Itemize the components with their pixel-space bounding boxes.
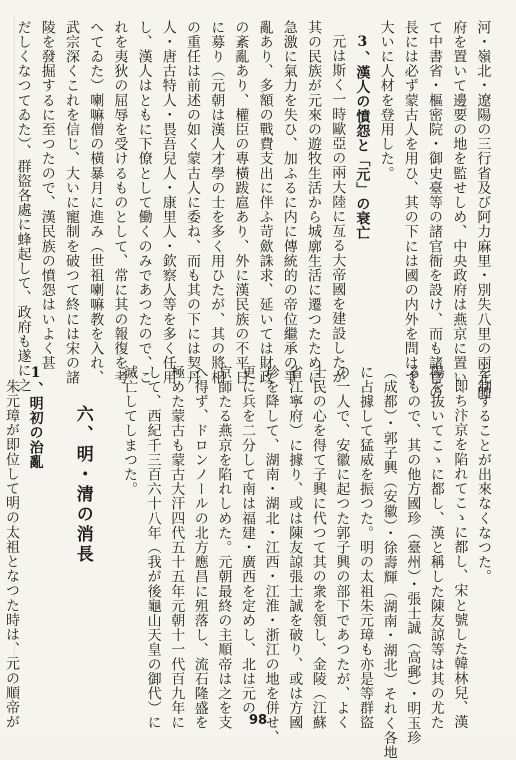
text-line: だしくなつてゐた）、群盜各處に蜂起して、政府も遂に之 bbox=[15, 20, 32, 393]
text-line: 武宗深くこれを信じ、大いに寵制を破つて終には宋の諸 bbox=[63, 20, 80, 385]
text-line: 滅亡してしまつた。 bbox=[121, 365, 138, 497]
text-line: るもので、其の他方國珍（臺州）・張士誠（高郵）・明玉珍 bbox=[405, 365, 422, 746]
text-line: 人・唐古特人・畏吾兒人・康里人・欽察人等を多く任用 bbox=[160, 20, 177, 385]
text-line: 元は斯く一時歐亞の兩大陸に亙る大帝國を建設したが bbox=[330, 34, 347, 385]
section-heading: 六、明・清の消長 bbox=[72, 405, 93, 565]
text-line: て中書省・樞密院・御史臺等の諸官衙を設け、而も諸官の bbox=[426, 20, 443, 400]
text-line: 府を置いて邊要の地を監せしめ、中央政府は燕京に置い bbox=[451, 20, 468, 385]
subsection-heading: 3、漢人の憤怨と「元」の衰亡 bbox=[354, 34, 371, 241]
text-line: に募り（元朝は漢人才學の士を多く用ひたが、其の將相 bbox=[209, 20, 226, 385]
text-line: の一人で、安徽に起つた郭子興の部下であつたが、よく bbox=[334, 365, 351, 730]
text-line: 河・嶺北・遼陽の三行省及び阿力麻里・別失八里の兩元帥 bbox=[475, 20, 492, 400]
page-number: 98 bbox=[248, 713, 268, 728]
text-line: れを夷狄の屈辱を受けるものとして、常に其の報復を考 bbox=[112, 20, 129, 385]
text-line: 士民の心を得て子興に代つて其の衆を領し、金陵（江蘇 bbox=[310, 365, 327, 730]
text-line: 亂あり、多額の戰費支出に伴ふ苛歛誅求、延いては財政 bbox=[257, 20, 274, 385]
text-line: へ得ず、ドロンノールの北方應昌に殂落し、流石隆盛を bbox=[192, 365, 209, 730]
text-line: （成都）・郭子興（安徽）・徐壽輝（湖南・湖北）それく各地 bbox=[381, 365, 398, 760]
text-line: 急激に氣力を失ひ、加ふるに内に傳統的の帝位繼承の爭 bbox=[281, 20, 298, 385]
text-line: を制することが出來なくなつた。 bbox=[475, 365, 492, 584]
text-line: して、西紀千三百六十八年（我が後龜山天皇の御代）に bbox=[145, 365, 162, 730]
text-line: 極めた蒙古も蒙古大汗四代五十五年元朝十一代百九年に bbox=[169, 365, 186, 730]
text-line: 陵を發掘するに至つたので、漢民族の憤怨はいよく甚 bbox=[39, 20, 56, 371]
text-line: 省江寧府）に據り、或は陳友諒張士誠を破り、或は方國 bbox=[287, 365, 304, 730]
text-line: に占據して猛威を振つた。明の太祖朱元璋も亦是等群盜 bbox=[357, 365, 374, 730]
text-line: の紊亂あり、權臣の專橫跋扈あり、外に漢民族の不平日 bbox=[233, 20, 250, 385]
text-line: 即ち汴京を陷れてこゝに都し、宋と號した韓林兒、漢 bbox=[452, 379, 469, 730]
text-line: 京師たる燕京を陷れしめた。元朝最終の主順帝は之を支 bbox=[216, 365, 233, 730]
text-line: 大いに人材を登用した。 bbox=[378, 20, 395, 181]
text-line: 珍を降して、湖南・湖北・江西・江淮・浙江の地を併せ、 bbox=[263, 365, 280, 745]
subsection-heading: 1、明初の治亂 bbox=[27, 365, 44, 470]
text-line: 朱元璋が即位して明の太祖となつた時は、元の順帝が bbox=[3, 379, 20, 730]
text-line: 更に兵を二分して南は福建・廣西を定めし、北は元の bbox=[239, 365, 256, 716]
text-line: へてゐた）喇嘛僧の橫暴月に進み（世祖喇嘛教を入れ、 bbox=[88, 20, 105, 385]
text-line: 長には必ず蒙古人を用ひ、其の下には國の内外を問はず bbox=[402, 20, 419, 385]
text-line: 陽を抜いてこゝに都し、漢と稱した陳友諒等は其の尤た bbox=[428, 365, 445, 730]
text-line: し、漢人はともに下僚として働くのみであつたので、こ bbox=[136, 20, 153, 385]
text-line: の重任は前述の如く蒙古人に委ね、而も其の下には契丹 bbox=[184, 20, 201, 385]
text-line: 其の民族が元來の遊牧生活から城廓生活に遷つたために bbox=[305, 20, 322, 385]
